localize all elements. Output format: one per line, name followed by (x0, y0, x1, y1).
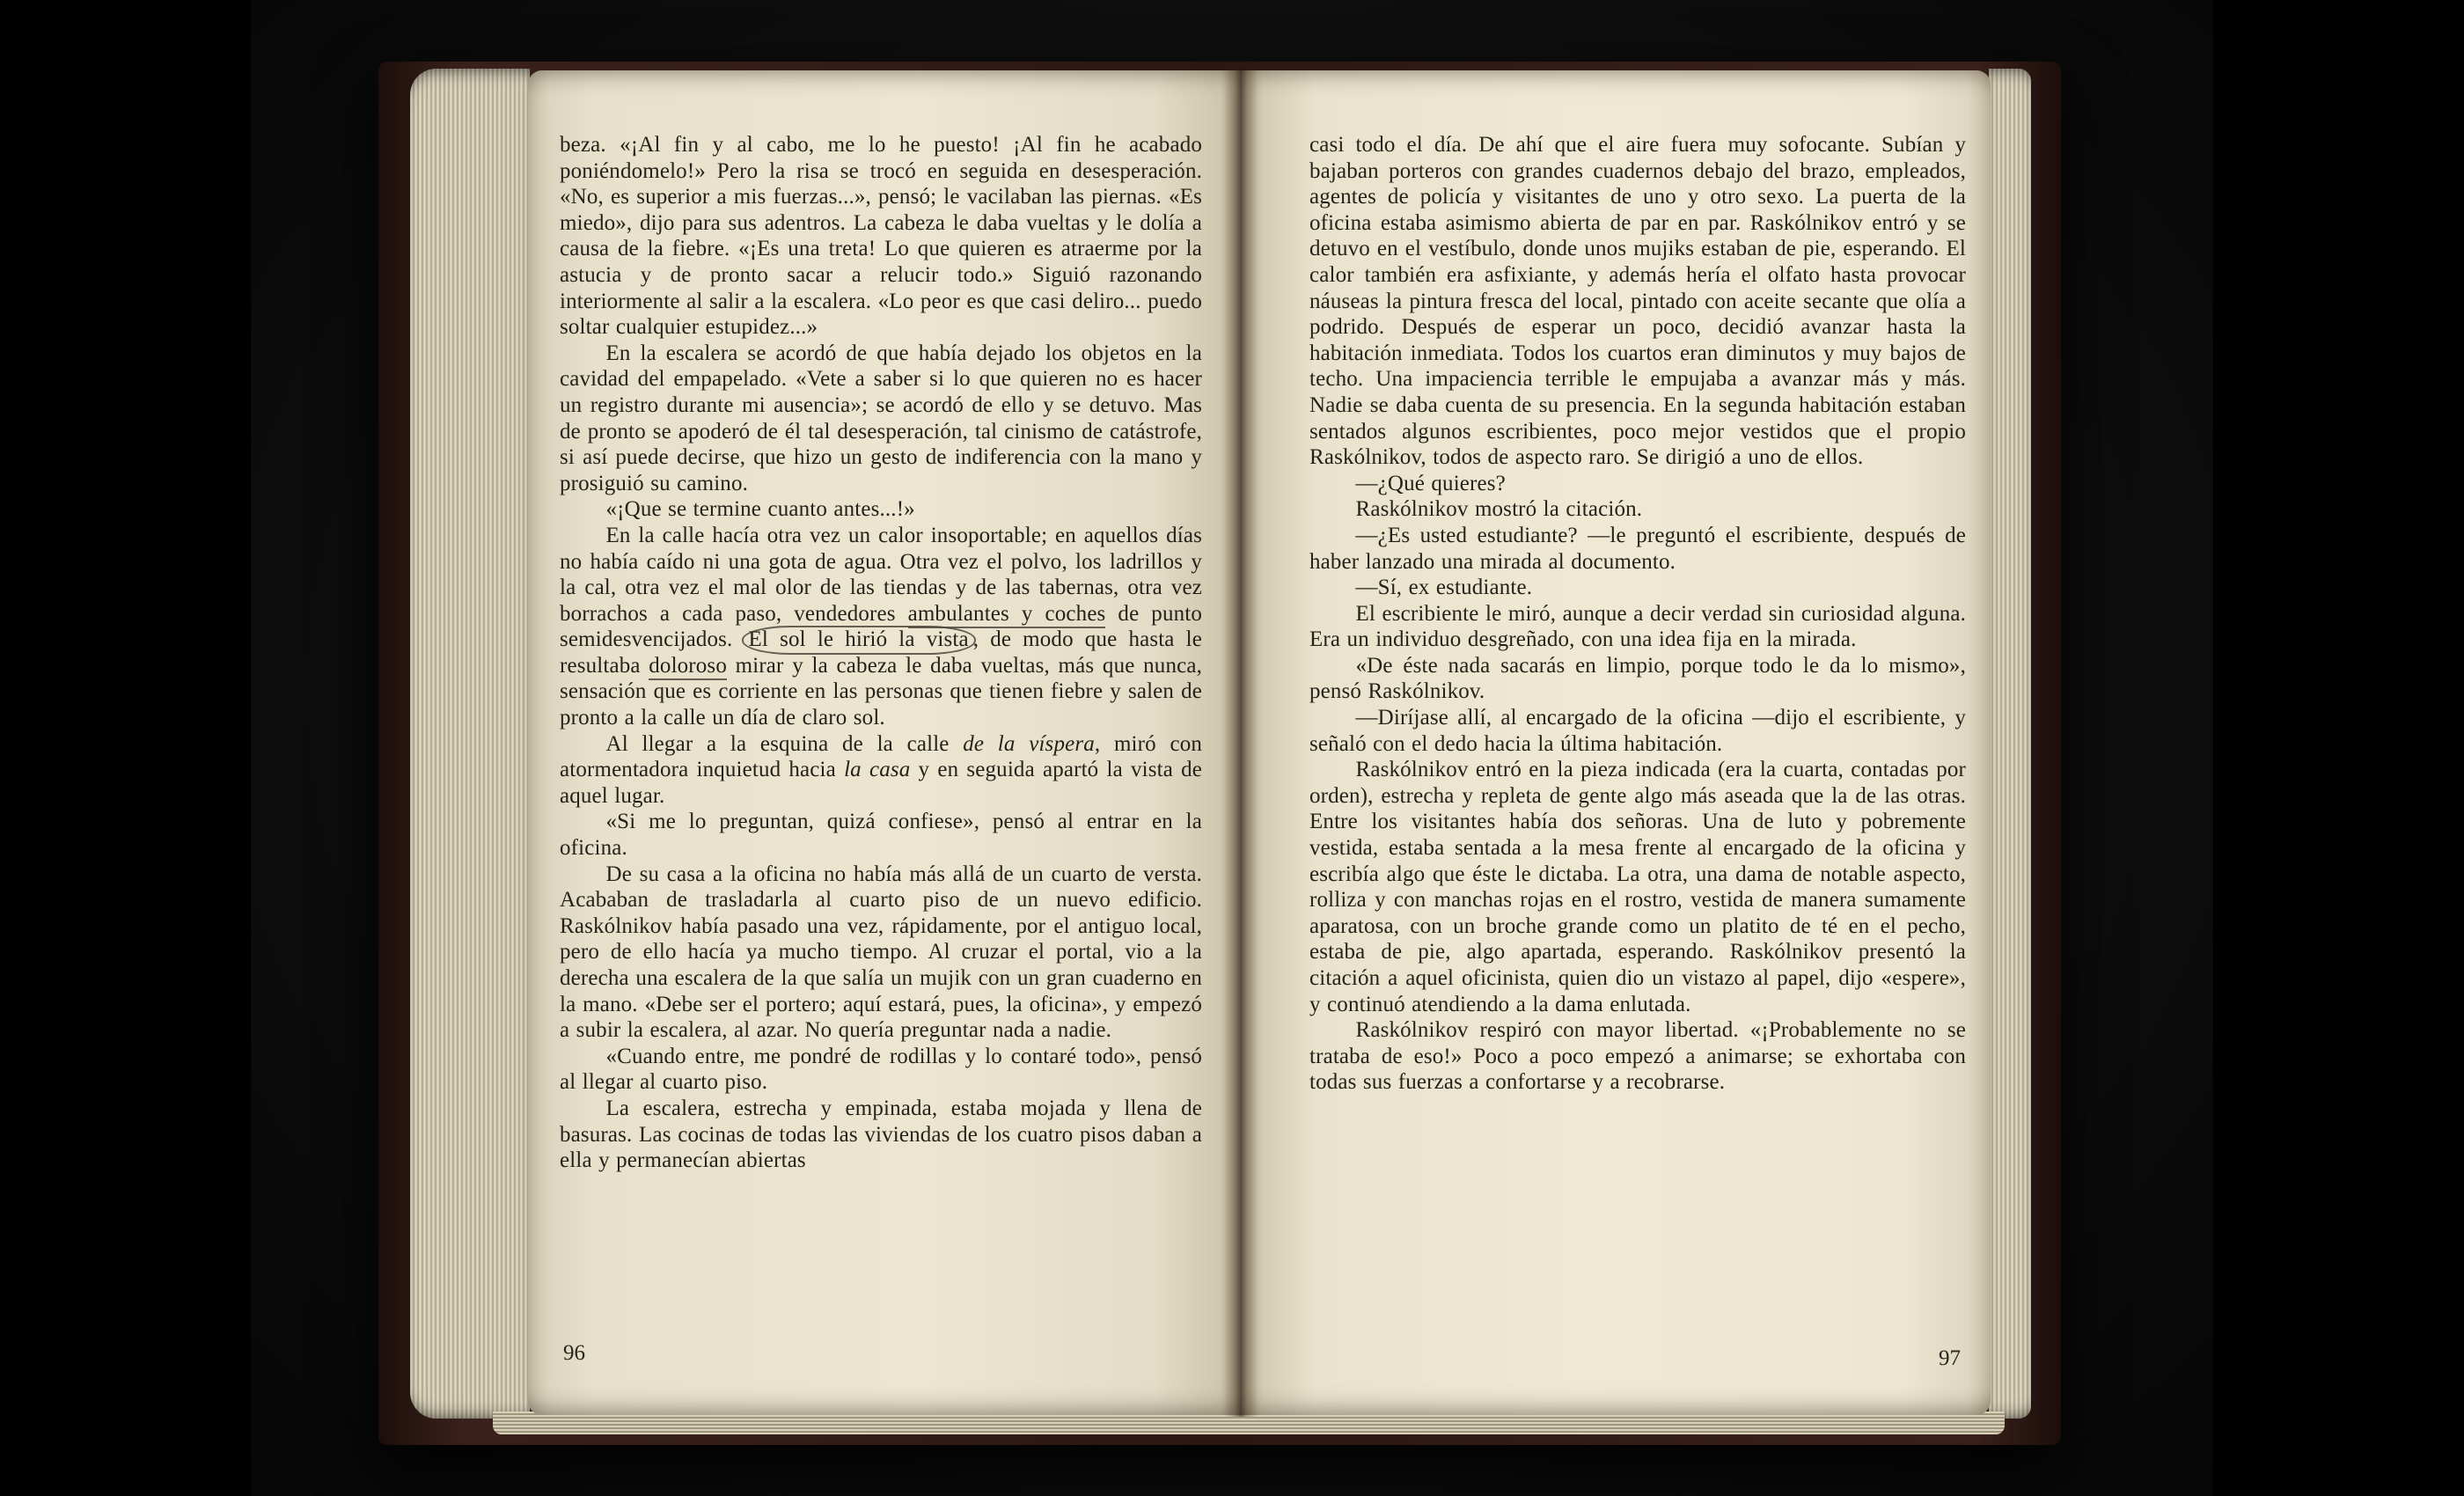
paragraph (1309, 575, 1966, 601)
left-page-text (560, 132, 1202, 1174)
open-book (378, 62, 2061, 1445)
paragraph (1309, 471, 1966, 497)
text-run: —¿Qué quieres? (1355, 471, 1506, 495)
paragraph (560, 862, 1202, 1044)
text-run: —Diríjase allí, al encargado de la oficina —dijo el escribiente, y señaló con el dedo hacia la última habitación. (1309, 706, 1966, 756)
right-page (1241, 70, 1991, 1415)
text-run: De su casa a la oficina no había más allá de un cuarto de versta. Acababan de trasladarla al cuarto piso de un nuevo edificio. Raskólnikov había pasado una vez, rápidamente, por el antiguo local, pero de ello hacía ya mucho tiempo. Al cruzar el portal, vio a la derecha una escalera de la que salía un mujik con un gran cuaderno en la mano. «Debe ser el portero; aquí estará, pues, la oficina», y empezó a subir la escalera, al azar. No quería preguntar nada a nadie. (560, 862, 1202, 1043)
italic-text: la casa (844, 758, 911, 782)
text-run: La escalera, estrecha y empinada, estaba mojada y llena de basuras. Las cocinas de todas las viviendas de los cuatro pisos daban a ella y permanecían abiertas (560, 1096, 1202, 1173)
paragraph (560, 523, 1202, 731)
text-run: Al llegar a la esquina de la calle (605, 731, 964, 756)
page-edges-right (1989, 69, 2031, 1419)
text-run: y en seguida apartó la vista de aquel lugar. (560, 758, 1202, 808)
paragraph (1309, 601, 1966, 653)
text-run: Raskólnikov mostró la citación. (1355, 497, 1643, 522)
paragraph (1309, 653, 1966, 705)
text-run: , de modo que hasta le resultaba (560, 627, 1202, 678)
photo-area (251, 0, 2213, 1496)
right-page-text (1309, 132, 1966, 1096)
page-edges-left (410, 69, 530, 1419)
paragraph (1309, 523, 1966, 575)
paragraph (1309, 757, 1966, 1017)
paragraph (560, 809, 1202, 861)
text-run: mirar y la cabeza le daba vueltas, más que nunca, sensación que es corriente en las personas que tienen fiebre y salen de pronto a la calle un día de claro sol. (560, 653, 1202, 730)
text-run: , miró con atormentadora inquietud hacia (560, 731, 1202, 782)
page-number-left: 96 (563, 1341, 585, 1365)
text-run: En la calle hacía otra vez un calor insoportable; en aquellos días no había caído ni una gota de agua. Otra vez el polvo, los ladrillos y la cal, otra vez el mal olor de las tiendas y de las tabernas, otra vez borrachos a cada paso, vendedores (560, 523, 1202, 626)
text-run: Raskólnikov entró en la pieza indicada (era la cuarta, contadas por orden), estrecha y repleta de gente algo más aseada que la de las otras. Entre los visitantes había dos señoras. Una de luto y pobremente vestida, estaba sentada a la mesa frente al encargado de la oficina y escribía algo que éste le dictaba. La otra, una dama de notable aspecto, rolliza y con manchas rojas en el rostro, vestida de manera sumamente aparatosa, con un broche grande como un platito de té en el pecho, estaba de pie, algo apartada, esperando. Raskólnikov presentó la citación a aquel oficinista, quien dio un vistazo al papel, dijo «espere», y continuó atendiendo a la dama enlutada. (1309, 758, 1966, 1016)
text-run: «Si me lo preguntan, quizá confiese», pensó al entrar en la oficina. (560, 810, 1202, 861)
text-run: El escribiente le miró, aunque a decir verdad sin curiosidad alguna. Era un individuo desgreñado, con una idea fija en la mirada. (1309, 601, 1966, 652)
text-run: —Sí, ex estudiante. (1355, 576, 1533, 600)
paragraph (560, 1044, 1202, 1096)
paragraph (1309, 705, 1966, 757)
text-run: de punto semidesvencijados. (560, 601, 1202, 652)
paragraph (560, 1096, 1202, 1174)
left-page (528, 70, 1241, 1415)
text-run: casi todo el día. De ahí que el aire fuera muy sofocante. Subían y bajaban porteros con grandes cuadernos debajo del brazo, empleados, agentes de policía y visitantes de uno y otro sexo. La puerta de la oficina estaba asimismo abierta de par en par. Raskólnikov entró y se detuvo en el vestíbulo, donde unos mujiks estaban de pie, esperando. El calor también era asfixiante, y además hería el olfato hasta provocar náuseas la pintura fresca del local, pintado con aceite secante que olía a podrido. Después de esperar un poco, decidió avanzar hasta la habitación inmediata. Todos los cuartos eran diminutos y muy bajos de techo. Una impaciencia terrible le empujaba a avanzar más y más. Nadie se daba cuenta de su presencia. En la segunda habitación estaban sentados algunos escribientes, poco mejor vestidos que el propio Raskólnikov, todos de aspecto raro. Se dirigió a uno de ellos. (1309, 133, 1966, 470)
pencil-underline-annotation: doloroso (649, 654, 727, 680)
paragraph (1309, 1017, 1966, 1096)
text-run: beza. «¡Al fin y al cabo, me lo he puesto! ¡Al fin he acabado poniéndomelo!» Pero la risa se trocó en seguida en desesperación. «No, es superior a mis fuerzas...», pensó; le vacilaban las piernas. «Es miedo», dijo para sus adentros. La cabeza le daba vueltas y le dolía a causa de la fiebre. «¡Es una treta! Lo que quieren es atraerme por la astucia y de pronto sacar a relucir todo.» Siguió razonando interiormente al salir a la escalera. «Lo peor es que casi deliro... puedo soltar cualquier estupidez...» (560, 133, 1202, 340)
text-run: «Cuando entre, me pondré de rodillas y lo contaré todo», pensó al llegar al cuarto piso. (560, 1044, 1202, 1095)
text-run: «De éste nada sacarás en limpio, porque todo le da lo mismo», pensó Raskólnikov. (1309, 653, 1966, 704)
pencil-circle-annotation: El sol le hirió la vista (742, 626, 976, 655)
paragraph (1309, 132, 1966, 471)
italic-text: de la víspera (963, 731, 1095, 756)
paragraph (560, 341, 1202, 497)
paragraph (560, 731, 1202, 810)
paragraph (560, 496, 1202, 523)
paragraph (560, 132, 1202, 341)
paragraph (1309, 496, 1966, 523)
pencil-underline-annotation: ambulantes y coches (908, 602, 1106, 628)
text-run: «¡Que se termine cuanto antes...!» (605, 497, 915, 522)
text-run: Raskólnikov respiró con mayor libertad. «¡Probablemente no se trataba de eso!» Poco a poco empezó a animarse; se exhortaba con todas sus fuerzas a confortarse y a recobrarse. (1309, 1018, 1966, 1095)
page-number-right: 97 (1939, 1346, 1961, 1370)
text-run: —¿Es usted estudiante? —le preguntó el escribiente, después de haber lanzado una mirada al documento. (1309, 523, 1966, 574)
text-run: En la escalera se acordó de que había dejado los objetos en la cavidad del empapelado. «Vete a saber si lo que quieren no es hacer un registro durante mi ausencia»; se acordó de ello y se detuvo. Mas de pronto se apoderó de él tal desesperación, tal cinismo de catástrofe, si así puede decirse, que hizo un gesto de indiferencia con la mano y prosiguió su camino. (560, 341, 1202, 495)
